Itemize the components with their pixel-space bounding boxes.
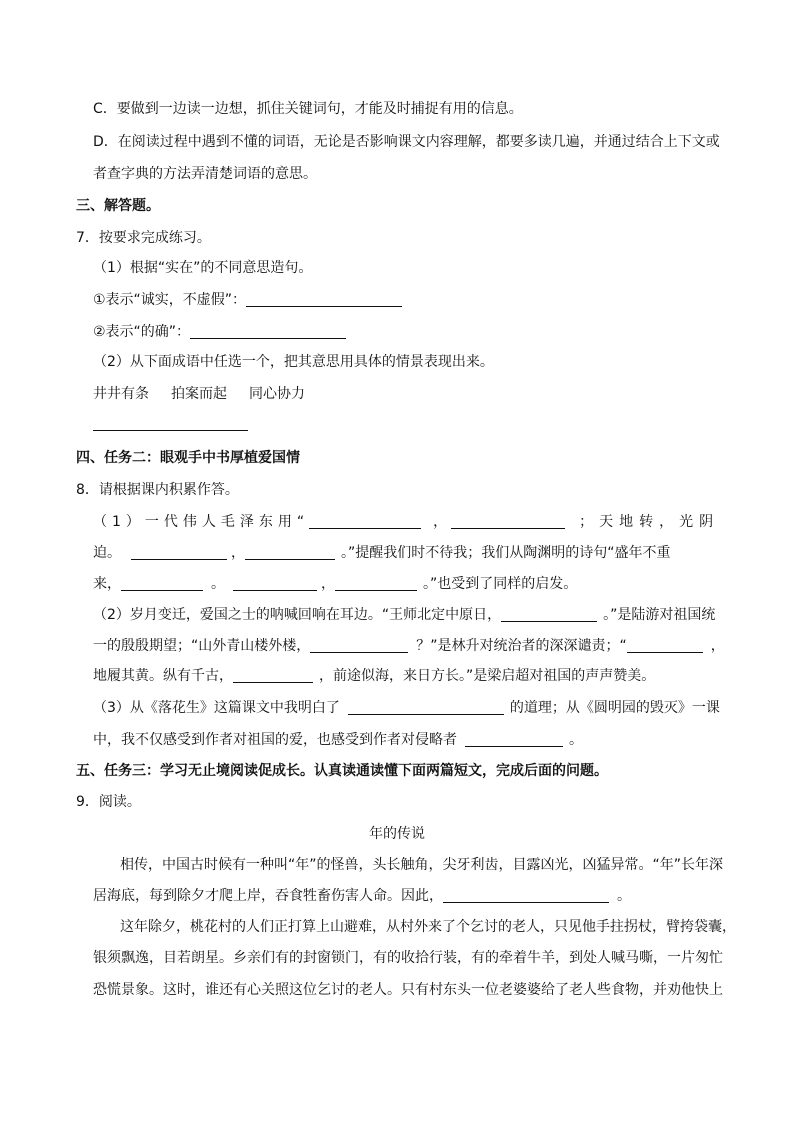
q7-part1-a-label: ①表示“诚实，不虚假”： [93, 292, 247, 308]
idiom-option: 拍案而起 [171, 386, 227, 402]
q8-text: 地履其黄。纵有千古， [93, 668, 233, 684]
q7-part1: （1）根据“实在”的不同意思造句。 [93, 260, 313, 276]
passage-paragraph-1-cont [93, 886, 631, 906]
idiom-option: 同心协力 [249, 386, 305, 402]
passage-paragraph-2-cont: 银须飘逸，目若朗星。乡亲们有的封窗锁门，有的收拾行装，有的牵着牛羊，到处人喊马嘶，一片匆忙 [93, 950, 723, 966]
q8-stem: 8．请根据课内积累作答。 [76, 482, 239, 498]
q8-text: （3）从《落花生》这篇课文中我明白了 [93, 700, 340, 716]
section-4-heading: 四、任务二：眼观手中书厚植爱国情 [76, 450, 300, 466]
q8-text: ？”是林升对统治者的深深谴责；“ [416, 638, 627, 654]
q8-text: 来， [93, 576, 121, 592]
q8-part3-line1 [93, 698, 720, 718]
passage-text: 。 [617, 888, 631, 904]
q8-text: 。 [211, 576, 225, 592]
q8-text: 。 [569, 732, 583, 748]
q7-part1-b [93, 322, 346, 342]
q8-part1-line1 [93, 512, 719, 532]
answer-blank[interactable] [443, 887, 609, 903]
q8-part2-line2 [93, 636, 725, 656]
q7-part1-b-label: ②表示“的确”： [93, 324, 191, 340]
passage-title: 年的传说 [369, 826, 425, 842]
q8-part2-line1 [93, 605, 715, 625]
q8-text: ，前途似海，来日方长。”是梁启超对祖国的声声赞美。 [319, 668, 656, 684]
q8-part1-line3 [93, 574, 577, 594]
q6-option-d-cont: 者查字典的方法弄清楚词语的意思。 [93, 166, 317, 182]
answer-blank[interactable] [121, 575, 203, 591]
q8-text: 一的殷殷期望；“山外青山楼外楼， [93, 638, 311, 654]
q7-part1-a [93, 290, 402, 310]
q8-text: ；天地转，光阴 [579, 514, 720, 530]
answer-blank[interactable] [93, 415, 248, 431]
q8-part1-line2 [93, 543, 671, 563]
q7-part2-answer [93, 414, 248, 434]
q8-part3-line2 [93, 730, 583, 750]
answer-blank[interactable] [310, 637, 408, 653]
q8-text: ， [433, 514, 448, 530]
q8-text: 的道理；从《圆明园的毁灭》一课 [509, 700, 720, 716]
q9-stem: 9．阅读。 [76, 794, 141, 810]
answer-blank[interactable] [451, 513, 565, 529]
passage-paragraph-2-cont: 恐慌景象。这时，谁还有心关照这位乞讨的老人。只有村东头一位老婆婆给了老人些食物，并劝他快上 [93, 982, 723, 998]
q6-option-d: D．在阅读过程中遇到不懂的词语，无论是否影响课文内容理解，都要多读几遍，并通过结合上下文或 [93, 134, 720, 150]
passage-text: 居海底，每到除夕才爬上岸，吞食牲畜伤害人命。因此， [93, 888, 443, 904]
passage-paragraph-2: 这年除夕，桃花村的人们正打算上山避难，从村外来了个乞讨的老人，只见他手拄拐杖，臂挎袋囊， [120, 919, 736, 935]
answer-blank[interactable] [233, 575, 317, 591]
q7-idiom-list [93, 384, 305, 404]
q8-text: 。”是陆游对祖国统 [603, 607, 716, 623]
q8-text: 迫。 [93, 545, 121, 561]
q8-text: ， [710, 638, 725, 654]
q8-text: （1）一代伟人毛泽东用“ [93, 514, 310, 530]
q7-part2: （2）从下面成语中任选一个，把其意思用具体的情景表现出来。 [93, 354, 494, 370]
answer-blank[interactable] [233, 667, 313, 683]
answer-blank[interactable] [245, 544, 335, 560]
answer-blank[interactable] [501, 606, 597, 622]
answer-blank[interactable] [190, 323, 346, 339]
q7-stem: 7．按要求完成练习。 [76, 230, 211, 246]
answer-blank[interactable] [335, 575, 417, 591]
q8-text: ， [321, 576, 335, 592]
q8-part2-line3 [93, 666, 655, 686]
section-3-heading: 三、解答题。 [76, 198, 160, 214]
answer-blank[interactable] [309, 513, 421, 529]
q8-text: 。”也受到了同样的启发。 [423, 576, 578, 592]
answer-blank[interactable] [131, 544, 227, 560]
q8-text: （2）岁月变迁，爱国之士的呐喊回响在耳边。“王师北定中原日， [93, 607, 502, 623]
section-5-heading: 五、任务三：学习无止境阅读促成长。认真读通读懂下面两篇短文，完成后面的问题。 [76, 763, 608, 779]
q8-text: ， [231, 545, 245, 561]
q6-option-c: C．要做到一边读一边想，抓住关键词句，才能及时捕捉有用的信息。 [93, 101, 523, 117]
q8-text: 中，我不仅感受到作者对祖国的爱，也感受到作者对侵略者 [93, 732, 457, 748]
answer-blank[interactable] [246, 291, 402, 307]
answer-blank[interactable] [348, 699, 504, 715]
passage-paragraph-1: 相传，中国古时候有一种叫“年”的怪兽，头长触角，尖牙利齿，目露凶光，凶猛异常。“年”长年深 [120, 857, 724, 873]
idiom-option: 井井有条 [93, 386, 149, 402]
answer-blank[interactable] [465, 731, 563, 747]
q8-text: 。”提醒我们时不待我；我们从陶渊明的诗句“盛年不重 [341, 545, 671, 561]
answer-blank[interactable] [627, 637, 703, 653]
